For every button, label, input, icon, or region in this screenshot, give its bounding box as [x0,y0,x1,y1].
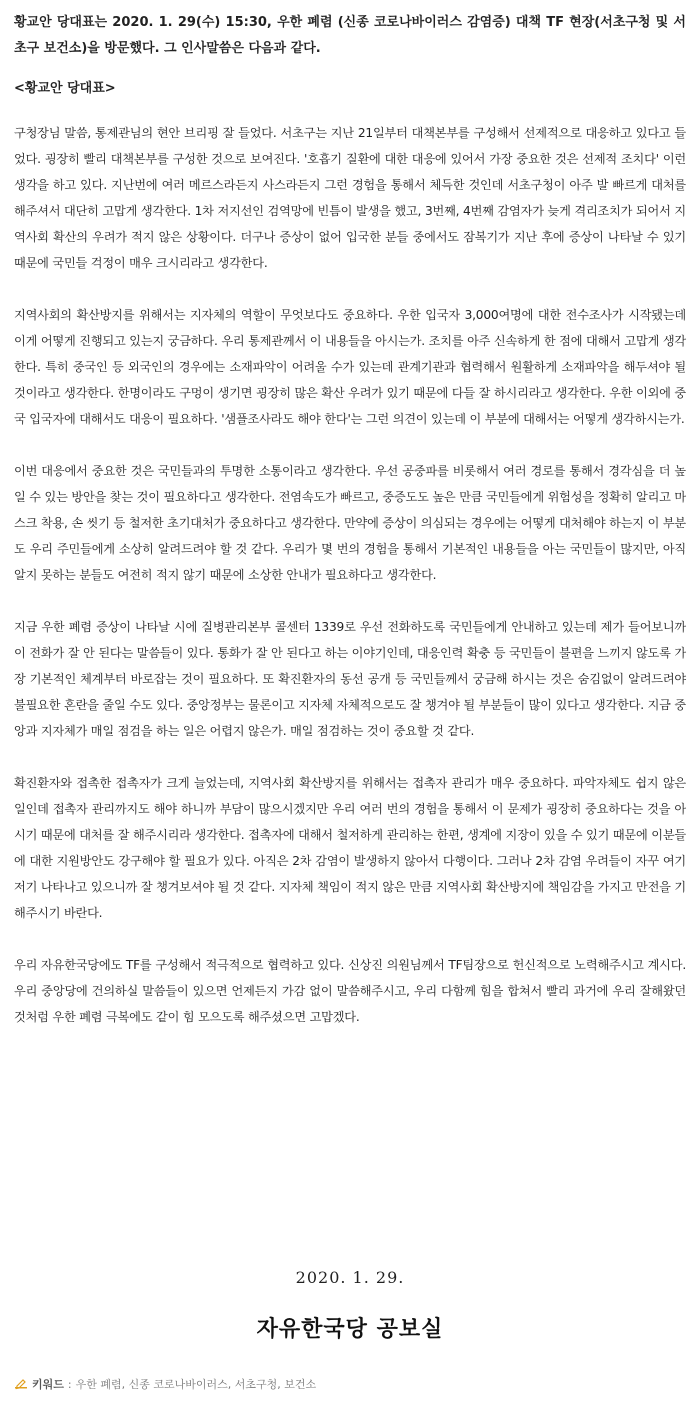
speech-paragraph-6: 우리 자유한국당에도 TF를 구성해서 적극적으로 협력하고 있다. 신상진 의원님께서 TF팀장으로 헌신적으로 노력해주시고 계시다. 우리 중앙당에 건의하실 말씀들이 있으면 언제든지 가감 없이 말씀해주시고, 우리 다함께 힘을 합쳐서 빨리 과거에 우리 잘해왔던 것처럼 우한 폐렴 극복에도 같이 힘 모으도록 해주셨으면 고맙겠다. [14,958,686,1024]
keywords-list: 우한 폐렴, 신종 코로나바이러스, 서초구청, 보건소 [75,1378,317,1391]
intro-paragraph: 황교안 당대표는 2020. 1. 29(수) 15:30, 우한 폐렴 (신종 코로나바이러스 감염증) 대책 TF 현장(서초구청 및 서초구 보건소)을 방문했다. 그 인사말씀은 다음과 같다. [14,15,686,56]
organization-name: 자유한국당 공보실 [256,1317,444,1342]
keywords-bar [0,1372,700,1396]
speech-paragraph-2: 지역사회의 확산방지를 위해서는 지자체의 역할이 무엇보다도 중요하다. 우한 입국자 3,000여명에 대한 전수조사가 시작됐는데 이게 어떻게 진행되고 있는지 궁금하다. 우리 통제관께서 이 내용들을 아시는가. 조치를 아주 신속하게 한 점에 대해서 고맙게 생각한다. 특히 중국인 등 외국인의 경우에는 소재파악이 어려울 수가 있는데 관계기관과 협력해서 원활하게 소재파악을 해두셔야 될 것이라고 생각한다. 한명이라도 구멍이 생기면 굉장히 많은 확산 우려가 있기 때문에 다들 잘 하시리라고 생각한다. 우한 이외에 중국 입국자에 대해서도 대응이 필요하다. '샘플조사라도 해야 한다'는 그런 의견이 있는데 이 부분에 대해서는 어떻게 생각하시는가. [14,308,686,426]
speech-paragraph-1: 구청장님 말씀, 통제관님의 현안 브리핑 잘 들었다. 서초구는 지난 21일부터 대책본부를 구성해서 선제적으로 대응하고 있다고 들었다. 굉장히 빨리 대책본부를 구성한 것으로 보여진다. '호흡기 질환에 대한 대응에 있어서 가장 중요한 것은 선제적 조치다' 이런 생각을 하고 있다. 지난번에 여러 메르스라든지 사스라든지 그런 경험을 통해서 체득한 것인데 서초구청이 아주 발 빠르게 대처를 해주셔서 대단히 고맙게 생각한다. 1차 저지선인 검역망에 빈틈이 발생을 했고, 3번째, 4번째 감염자가 늦게 격리조치가 되어서 지역사회 확산의 우려가 적지 않은 상황이다. 더구나 증상이 없어 입국한 분들 중에서도 잠복기가 지난 후에 증상이 나타날 수 있기 때문에 국민들 걱정이 매우 크시리라고 생각한다. [14,126,686,270]
keywords-label: 키워드 [32,1378,64,1391]
speech-paragraph-3: 이번 대응에서 중요한 것은 국민들과의 투명한 소통이라고 생각한다. 우선 공중파를 비롯해서 여러 경로를 통해서 경각심을 더 높일 수 있는 방안을 찾는 것이 필요하다고 생각한다. 전염속도가 빠르고, 중증도도 높은 만큼 국민들에게 위험성을 정확히 알리고 마스크 착용, 손 씻기 등 철저한 초기대처가 중요하다고 생각한다. 만약에 증상이 의심되는 경우에는 어떻게 대처해야 하는지 이 부분도 우리 주민들에게 소상히 알려드려야 할 것 같다. 우리가 몇 번의 경험을 통해서 기본적인 내용들을 아는 국민들이 많지만, 아직 알지 못하는 분들도 여전히 적지 않기 때문에 소상한 안내가 필요하다고 생각한다. [14,464,686,582]
press-release-body [14,10,686,1056]
pencil-icon [14,1378,28,1390]
speech-paragraph-4: 지금 우한 폐렴 증상이 나타날 시에 질병관리본부 콜센터 1339로 우선 전화하도록 국민들에게 안내하고 있는데 제가 들어보니까 이 전화가 잘 안 된다는 말씀들이 있다. 통화가 잘 안 된다고 하는 이야기인데, 대응인력 확충 등 국민들이 불편을 느끼지 않도록 가장 기본적인 체계부터 바로잡는 것이 필요하다. 또 확진환자의 동선 공개 등 국민들께서 궁금해 하시는 것은 숨김없이 알려드려야 불필요한 혼란을 줄일 수도 있다. 중앙정부는 물론이고 지자체 자체적으로도 잘 챙겨야 될 부분들이 많이 있다고 생각한다. 지금 중앙과 지자체가 매일 점검을 하는 일은 어렵지 않은가. 매일 점검하는 것이 중요할 것 같다. [14,620,686,738]
speaker-heading: <황교안 당대표> [14,81,116,96]
keywords-separator: : [67,1377,72,1391]
release-date: 2020. 1. 29. [295,1268,405,1287]
speech-paragraph-5: 확진환자와 접촉한 접촉자가 크게 늘었는데, 지역사회 확산방지를 위해서는 접촉자 관리가 매우 중요하다. 파악자체도 쉽지 않은 일인데 접촉자 관리까지도 해야 하니까 부담이 많으시겠지만 우리 여러 번의 경험을 통해서 이 문제가 굉장히 중요하다는 것을 아시기 때문에 대처를 잘 해주시리라 생각한다. 접촉자에 대해서 철저하게 관리하는 한편, 생계에 지장이 있을 수 있기 때문에 이분들에 대한 지원방안도 강구해야 할 필요가 있다. 아직은 2차 감염이 발생하지 않아서 다행이다. 그러나 2차 감염 우려들이 자꾸 여기 저기 나타나고 있으니까 잘 챙겨보셔야 될 것 같다. 지자체 책임이 적지 않은 만큼 지역사회 확산방지에 책임감을 가지고 만전을 기해주시기 바란다. [14,776,686,920]
